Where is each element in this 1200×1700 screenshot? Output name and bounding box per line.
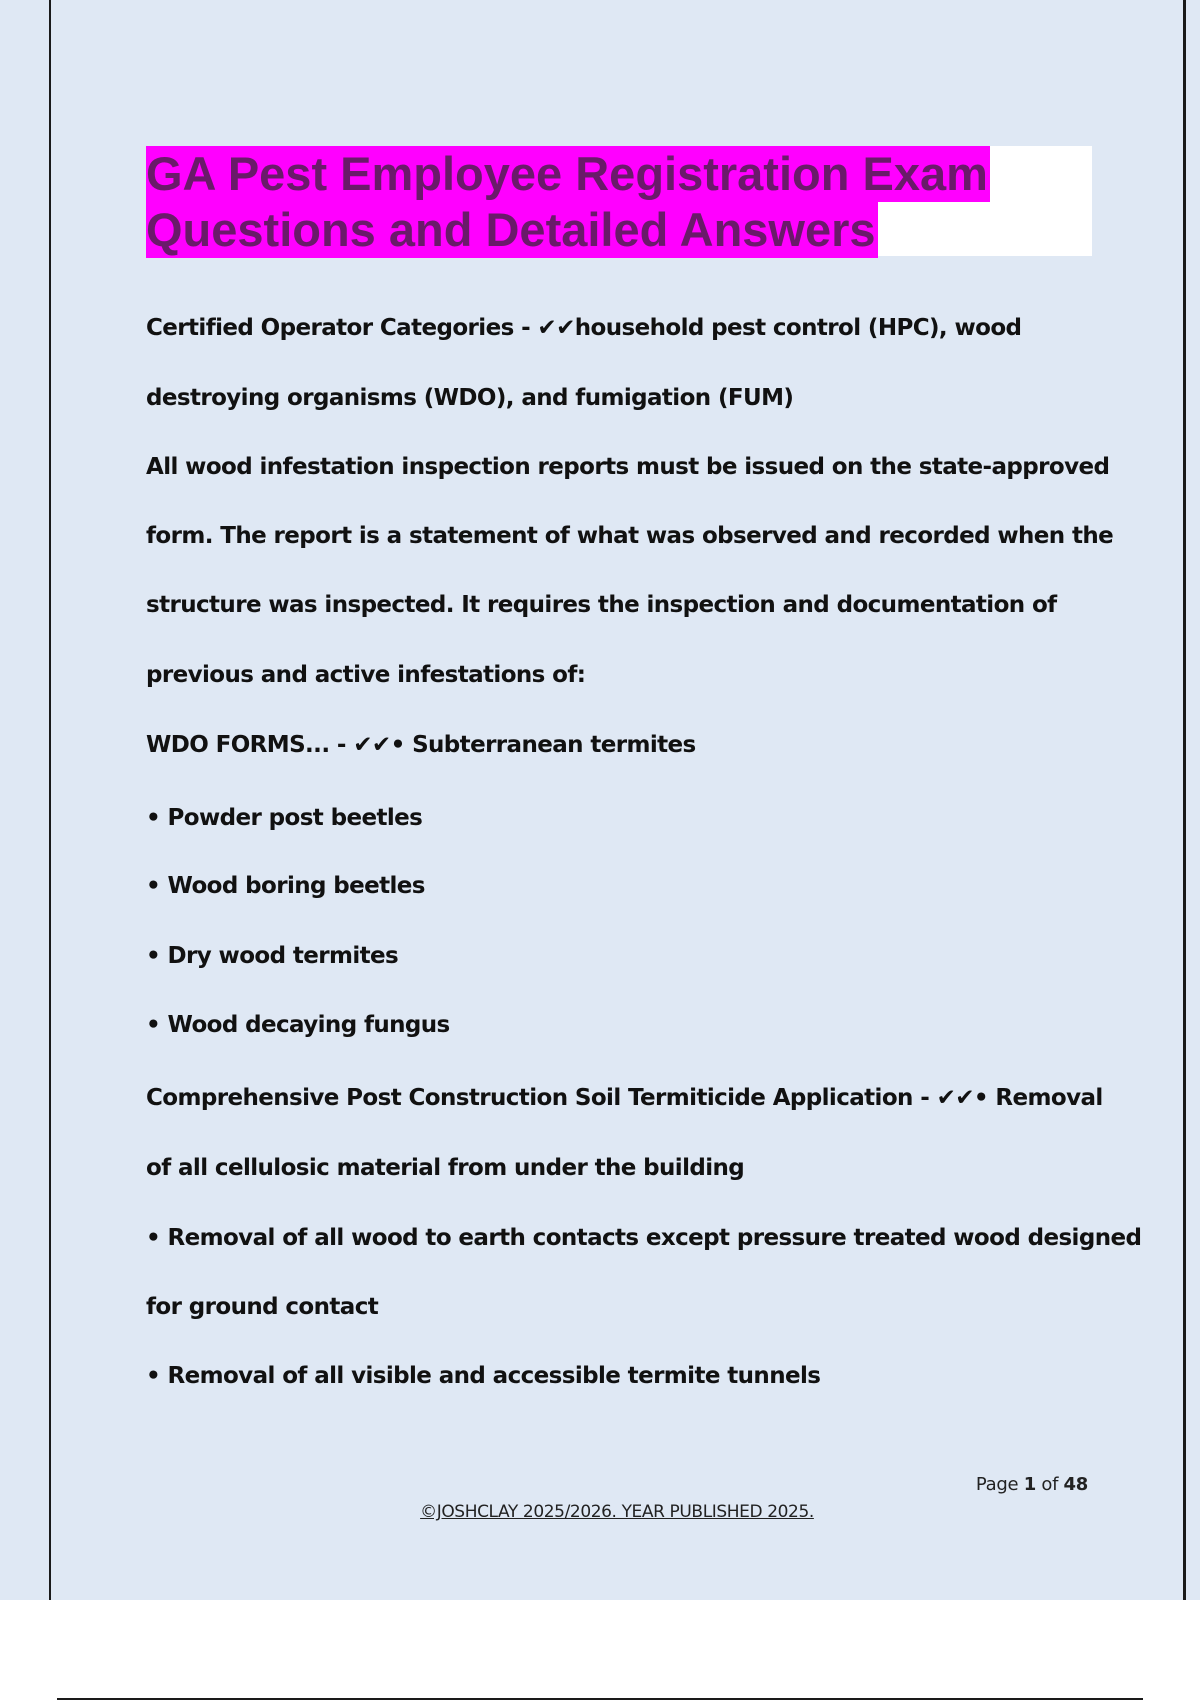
bullet-item: • Wood boring beetles [146, 873, 425, 899]
page-number [976, 1474, 1088, 1495]
document-title-line-1: GA Pest Employee Registration Exam [146, 147, 988, 200]
body-line: Certified Operator Categories - ✔✔household pest control (HPC), wood [146, 315, 1022, 341]
page-of: of [1041, 1474, 1059, 1495]
page-label: Page [975, 1474, 1019, 1495]
page-border-left [49, 0, 51, 1600]
body-line: All wood infestation inspection reports must be issued on the state-approved [146, 454, 1110, 480]
body-line: structure was inspected. It requires the inspection and documentation of [146, 592, 1057, 618]
document-title-line-2: Questions and Detailed Answers [146, 203, 876, 256]
body-line: WDO FORMS... - ✔✔• Subterranean termites [146, 732, 696, 758]
page-total: 48 [1063, 1474, 1088, 1495]
body-line: of all cellulosic material from under the building [146, 1155, 745, 1181]
copyright-footer: ©JOSHCLAY 2025/2026. YEAR PUBLISHED 2025. [420, 1502, 814, 1522]
body-line: Comprehensive Post Construction Soil Termiticide Application - ✔✔• Removal [146, 1085, 1103, 1111]
bullet-item: • Removal of all wood to earth contacts except pressure treated wood designed [146, 1225, 1142, 1251]
body-line: for ground contact [146, 1294, 379, 1320]
bullet-item: • Wood decaying fungus [146, 1012, 450, 1038]
page-border-right [1183, 0, 1186, 1600]
body-line: form. The report is a statement of what was observed and recorded when the [146, 523, 1114, 549]
bullet-item: • Dry wood termites [146, 943, 399, 969]
bullet-item: • Powder post beetles [146, 805, 423, 831]
body-line: previous and active infestations of: [146, 662, 586, 688]
page-current: 1 [1023, 1474, 1036, 1495]
bullet-item: • Removal of all visible and accessible termite tunnels [146, 1363, 821, 1389]
body-line: destroying organisms (WDO), and fumigation (FUM) [146, 385, 794, 411]
